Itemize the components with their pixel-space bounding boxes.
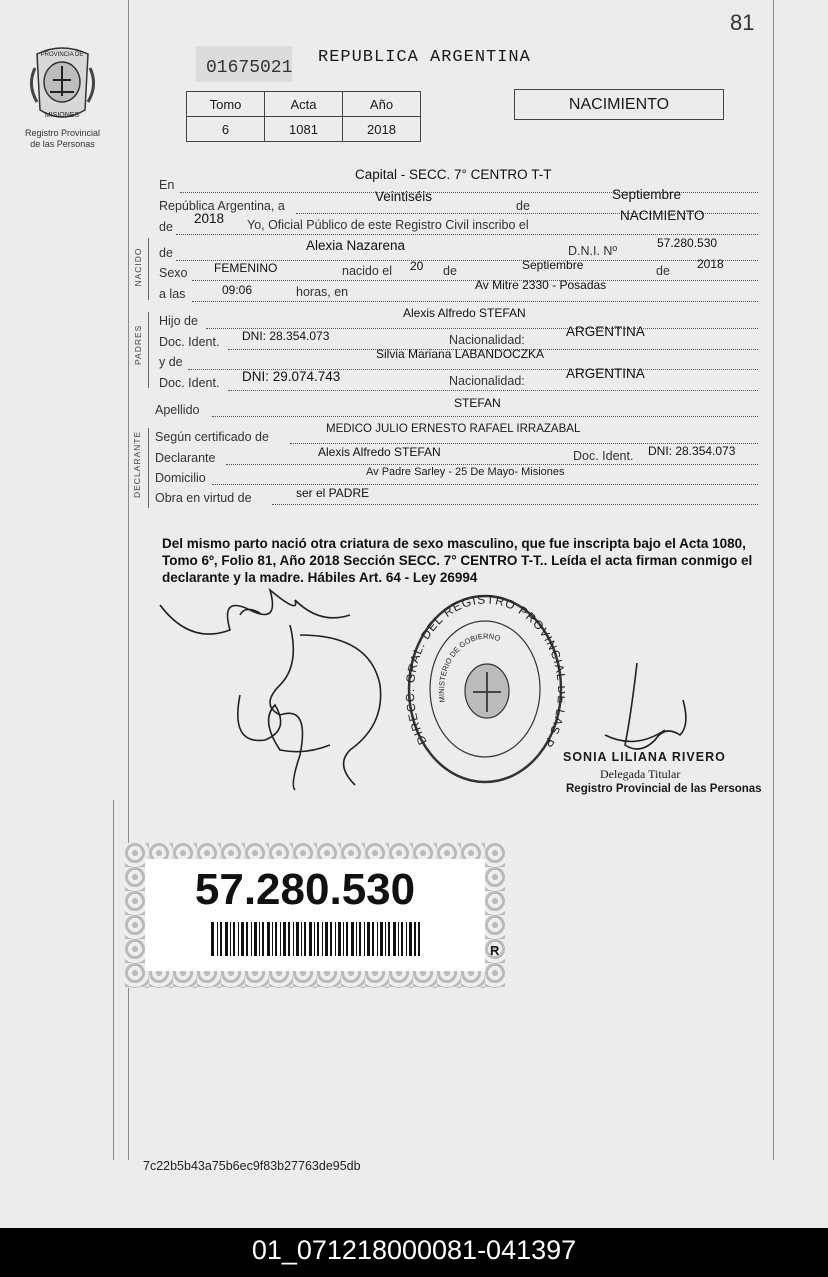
sticker-inner <box>145 859 485 971</box>
decl-doc-label: Doc. Ident. <box>573 449 634 463</box>
dni-sticker <box>125 843 505 988</box>
cert-label: Según certificado de <box>155 430 269 444</box>
sexo-label: Sexo <box>159 266 188 280</box>
registry-caption-line1: Registro Provincial <box>24 128 101 138</box>
horas-label: horas, en <box>296 285 349 299</box>
a-las-label: a las <box>159 287 186 301</box>
en-label: En <box>159 178 175 192</box>
declarante-label: Declarante <box>155 451 216 465</box>
seal-inner-text: MINISTERIO DE GOBIERNO <box>436 631 502 704</box>
right-margin-line <box>773 0 774 1160</box>
sexo-value: FEMENINO <box>214 261 278 275</box>
footer-bar <box>0 1228 828 1277</box>
serial-number: 01675021 <box>206 58 293 78</box>
registry-logo <box>25 40 100 125</box>
coat-of-arms-icon <box>25 40 100 125</box>
month-value: Septiembre <box>612 187 682 202</box>
year-value: 2018 <box>194 211 225 226</box>
birth-de2: de <box>656 264 670 278</box>
apellido-label: Apellido <box>155 403 200 417</box>
birth-day: 20 <box>410 259 424 273</box>
registry-caption <box>10 128 115 150</box>
document-hash: 7c22b5b43a75b6ec9f83b27763de95db <box>143 1159 361 1173</box>
acta-value: 1081 <box>265 117 343 142</box>
declarante-side-label: DECLARANTE <box>132 430 142 498</box>
record-type-box <box>514 89 724 120</box>
republica-label: República Argentina, a <box>159 199 285 213</box>
notes-paragraph: Del mismo parto nació otra criatura de sexo masculino, que fue inscripta bajo el Acta 1080, Tomo 6º, Folio 81, Año 2018 Sección SECC. 7° CENTRO T-T.. Leída el acta firman conmigo el declarante y la madre. Hábiles Art. 64 - Ley 26994 <box>162 536 753 585</box>
registry-caption-line2: de las Personas <box>30 139 95 149</box>
barcode-icon <box>211 922 421 956</box>
obra-label: Obra en virtud de <box>155 491 252 505</box>
name-label: de <box>159 246 173 260</box>
birth-year: 2018 <box>697 257 724 271</box>
svg-text:PROVINCIA DE: PROVINCIA DE <box>40 52 84 58</box>
year-de-label: de <box>159 220 173 234</box>
sticker-number: 57.280.530 <box>194 865 416 914</box>
padres-side-label: PADRES <box>133 324 143 365</box>
day-value: Veintiséis <box>375 189 433 204</box>
mother-doc: DNI: 29.074.743 <box>242 369 341 384</box>
place-value: Av Mitre 2330 - Posadas <box>475 278 607 292</box>
nacido-el-label: nacido el <box>342 264 393 278</box>
sticker-mark: R <box>490 943 500 958</box>
birth-month: Septiembre <box>522 258 584 272</box>
child-name: Alexia Nazarena <box>306 238 406 253</box>
tomo-value: 6 <box>187 117 265 142</box>
dni-value: 57.280.530 <box>657 236 718 250</box>
father-nat-label: Nacionalidad: <box>449 333 525 347</box>
footer-code: 01_071218000081-041397 <box>251 1235 577 1265</box>
acta-header: Acta <box>265 92 343 117</box>
official-title: Delegada Titular <box>600 767 681 781</box>
yde-label: y de <box>159 355 183 369</box>
mother-nat-label: Nacionalidad: <box>449 374 525 388</box>
seal-text: DIREC RAL. DEL REGISTRO PROVINCI AS P <box>405 592 565 751</box>
mother-doc-label: Doc. Ident. <box>159 376 220 390</box>
page-number: 81 <box>730 10 755 35</box>
decl-doc-value: DNI: 28.354.073 <box>648 444 736 458</box>
en-value: Capital - SECC. 7° CENTRO T-T <box>355 167 552 182</box>
yo-text: Yo, Oficial Público de este Registro Civil inscribo el <box>244 218 532 232</box>
official-name: SONIA LILIANA RIVERO <box>563 750 726 764</box>
mother-nationality: ARGENTINA <box>566 366 645 381</box>
apellido-value: STEFAN <box>454 396 501 410</box>
hour-value: 09:06 <box>222 283 253 297</box>
de-label: de <box>516 199 530 213</box>
tomo-header: Tomo <box>187 92 265 117</box>
father-nationality: ARGENTINA <box>566 324 645 339</box>
dni-label: D.N.I. Nº <box>568 244 618 258</box>
anio-value: 2018 <box>343 117 421 142</box>
declarante-value: Alexis Alfredo STEFAN <box>318 445 441 459</box>
birth-de1: de <box>443 264 457 278</box>
hijo-label: Hijo de <box>159 314 198 328</box>
inscribo-value: NACIMIENTO <box>620 208 705 223</box>
anio-header: Año <box>343 92 421 117</box>
country-title: REPUBLICA ARGENTINA <box>318 48 531 67</box>
seal-icon <box>405 592 565 787</box>
official-office: Registro Provincial de las Personas <box>566 783 762 795</box>
left-margin-line-lower <box>113 800 114 1160</box>
domicilio-label: Domicilio <box>155 471 206 485</box>
cert-value: MEDICO JULIO ERNESTO RAFAEL IRRAZABAL <box>326 423 581 435</box>
nacido-side-label: NACIDO <box>133 247 143 287</box>
declarant-signature <box>150 585 400 800</box>
domicilio-value: Av Padre Sarley - 25 De Mayo- Misiones <box>366 466 565 478</box>
record-type: NACIMIENTO <box>568 96 670 113</box>
mother-name: Silvia Mariana LABANDOCZKA <box>376 347 545 361</box>
obra-value: ser el PADRE <box>296 486 370 500</box>
serial-number-box <box>196 46 292 82</box>
father-doc: DNI: 28.354.073 <box>242 329 330 343</box>
official-seal <box>405 592 565 787</box>
father-doc-label: Doc. Ident. <box>159 335 220 349</box>
father-name: Alexis Alfredo STEFAN <box>403 306 526 320</box>
book-table <box>186 91 421 142</box>
svg-text:MISIONES: MISIONES <box>44 112 80 119</box>
